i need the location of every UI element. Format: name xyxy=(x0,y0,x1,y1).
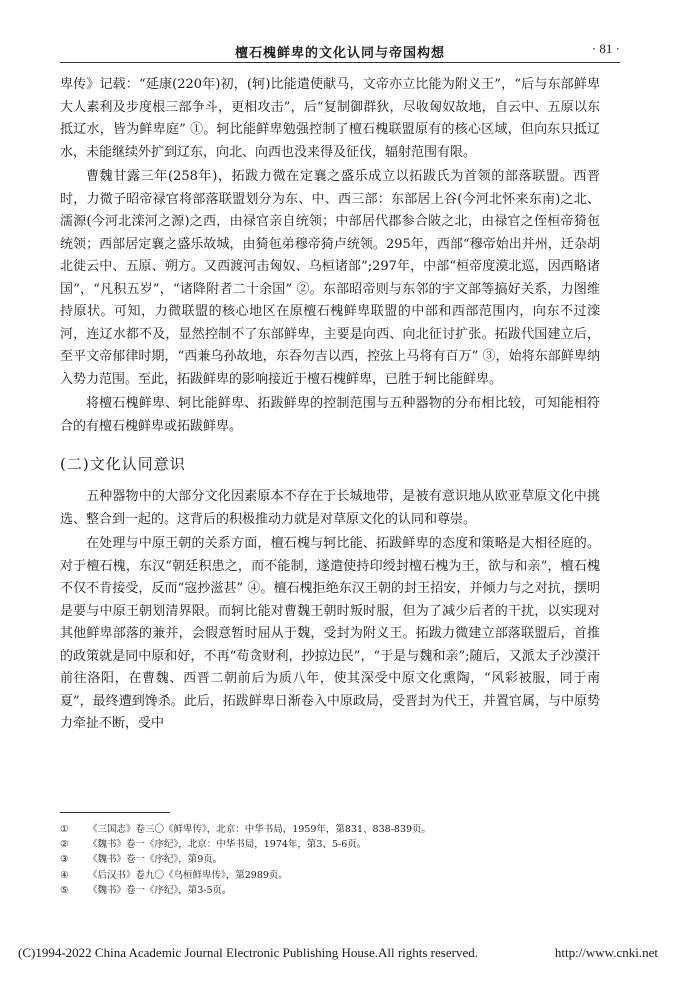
paragraph-1: 卑传》记载：“延康(220年)初，(轲)比能遣使献马，文帝亦立比能为附义王”，“后与东部鲜卑大人素利及步度根三部争斗，更相攻击”，后“复制御群狄，尽收匈奴故地，自云中、五原以东抵辽水，皆为鲜卑庭” ①。轲比能鲜卑勉强控制了檀石槐联盟原有的核心区域，但向东只抵辽水，未能继续外扩到辽东，向北、向西也没来得及征伐，辐射范围有限。 xyxy=(60,77,600,160)
running-header xyxy=(60,40,620,63)
paragraph-4: 五种器物中的大部分文化因素原本不存在于长城地带，是被有意识地从欧亚草原文化中挑选、整合到一起的。这背后的积极推动力就是对草原文化的认同和尊崇。 xyxy=(60,489,600,527)
footnote-item xyxy=(60,868,620,883)
footnote-divider xyxy=(60,812,170,813)
footnote-item xyxy=(60,852,620,867)
paragraph-3: 将檀石槐鲜卑、轲比能鲜卑、拓跋鲜卑的控制范围与五种器物的分布相比较，可知能相符合的有檀石槐鲜卑或拓跋鲜卑。 xyxy=(60,396,600,434)
footnote-marker: ④ xyxy=(60,869,69,881)
footnote-text: 《后汉书》卷九〇《乌桓鲜卑传》，第2989页。 xyxy=(88,869,288,881)
footnote-text: 《魏书》卷一《序纪》，第9页。 xyxy=(88,854,223,866)
footnote-marker: ② xyxy=(60,839,69,851)
footnote-item xyxy=(60,837,620,852)
section-heading: (二)文化认同意识 xyxy=(60,455,186,473)
footnote-item xyxy=(60,883,620,898)
footnote-text: 《魏书》卷一《序纪》，第3-5页。 xyxy=(88,884,232,896)
page-number: · 81 · xyxy=(591,41,620,56)
footnote-text: 《魏书》卷一《序纪》，北京：中华书局，1974年，第3、5-6页。 xyxy=(88,839,367,851)
footnotes xyxy=(60,822,620,898)
copyright-footer xyxy=(18,945,658,961)
footnote-marker: ① xyxy=(60,824,69,835)
footnote-text: 《三国志》卷三〇《鲜卑传》，北京：中华书局，1959年，第831、838-839页。 xyxy=(88,824,432,835)
paragraph-2: 曹魏甘露三年(258年)，拓跋力微在定襄之盛乐成立以拓跋氏为首领的部落联盟。西晋时，力微子昭帝禄官将部落联盟划分为东、中、西三部：东部居上谷(今河北怀来东南)之北、濡源(今河北滦河之源)之西，由禄官亲自统领；中部居代郡参合陂之北，由禄官之侄桓帝猗㐌统领；西部居定襄之盛乐故城，由猗㐌弟穆帝猗卢统领。295年，西部“穆帝始出并州，迁杂胡北徙云中、五原、朔方。又西渡河击匈奴、乌桓诸部”;297年，中部“桓帝度漠北巡，因西略诸国”，“凡积五岁”，“诸降附者二十余国” ②。东部昭帝则与东邻的宇文部等搞好关系，力图维持原状。可知，力微联盟的核心地区在原檀石槐鲜卑联盟的中部和西部范围内，向东不过滦河，连辽水都不及，显然控制不了东部鲜卑，主要是向西、向北征讨扩张。拓跋代国建立后，至平文帝郁律时期，“西兼乌孙故地，东吞勿吉以西，控弦上马将有百万” ③，始将东部鲜卑纳入势力范围。至此，拓跋鲜卑的影响接近于檀石槐鲜卑，已胜于轲比能鲜卑。 xyxy=(60,169,600,387)
footnote-marker: ③ xyxy=(60,854,69,866)
running-title: 檀石槐鲜卑的文化认同与帝国构想 xyxy=(234,46,445,61)
body-text xyxy=(60,74,600,738)
paragraph-5: 在处理与中原王朝的关系方面，檀石槐与轲比能、拓跋鲜卑的态度和策略是大相径庭的。对于檀石槐，东汉“朝廷积患之，而不能制，遂遣使持印绶封檀石槐为王，欲与和亲”，檀石槐不仅不肯接受，反而“寇抄滋甚” ④。檀石槐拒绝东汉王朝的封王招安，并倾力与之对抗，摆明是要与中原王朝划清界限。而轲比能对曹魏王朝时叛时服，但为了减少后者的干扰，以实现对其他鲜卑部落的兼并，会假意暂时屈从于魏，受封为附义王。拓跋力微建立部落联盟后，首推的政策就是同中原和好，不再“苟贪财利，抄掠边民”，“于是与魏和亲”;随后，又派太子沙漠汗前往洛阳，在曹魏、西晋二朝前后为质八年，使其深受中原文化熏陶，“风彩被服，同于南夏”，最终遭到馋杀。此后，拓跋鲜卑日渐卷入中原政局，受晋封为代王，并置官属，与中原势力牵扯不断，受中 xyxy=(60,536,600,731)
footnote-item xyxy=(60,822,620,837)
cnki-url[interactable]: http://www.cnki.net xyxy=(554,945,658,960)
copyright-text: (C)1994-2022 China Academic Journal Electronic Publishing House.All rights reserved. xyxy=(18,945,478,960)
footnote-marker: ⑤ xyxy=(60,884,69,896)
